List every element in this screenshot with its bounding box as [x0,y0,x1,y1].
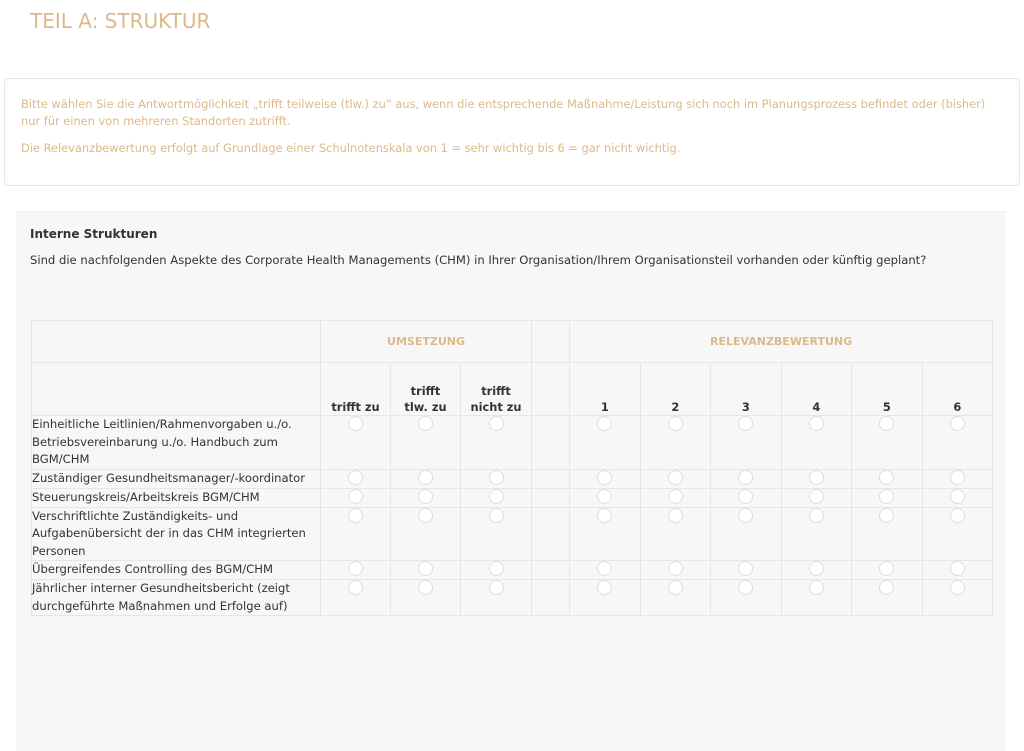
radio-relevanz-4[interactable] [809,508,824,523]
radio-umsetzung-2[interactable] [418,508,433,523]
radio-cell [461,469,532,488]
info-text-answer-option: Bitte wählen Sie die Antwortmöglichkeit „trifft teilweise (tlw.) zu“ aus, wenn die entsprechende Maßnahme/Leistung sich noch im Planungsprozess befindet oder (bisher) nur für einen von mehreren Standorten zutrifft. [21,97,986,128]
column-header-line1: trifft [410,384,441,398]
table-row [32,416,993,470]
radio-umsetzung-2[interactable] [418,580,433,595]
radio-cell [922,469,993,488]
radio-relevanz-6[interactable] [950,561,965,576]
radio-relevanz-6[interactable] [950,489,965,504]
radio-cell [711,488,782,507]
radio-relevanz-3[interactable] [738,489,753,504]
table-row [32,507,993,561]
group-header-relevanz: RELEVANZBEWERTUNG [570,321,993,363]
radio-cell [391,469,461,488]
row-label: Jährlicher interner Gesundheitsbericht (zeigt durchgeführte Maßnahmen und Erfolge auf) [32,580,321,616]
group-header-row [32,321,993,363]
column-header-relevanz-5: 5 [852,363,923,416]
radio-cell [570,507,641,561]
column-header-row [32,363,993,416]
radio-umsetzung-1[interactable] [348,470,363,485]
radio-relevanz-2[interactable] [668,416,683,431]
radio-umsetzung-2[interactable] [418,561,433,576]
spacer-cell [532,488,570,507]
radio-cell [852,507,923,561]
info-text-rating-scale: Die Relevanzbewertung erfolgt auf Grundlage einer Schulnotenskala von 1 = sehr wichtig bis 6 = gar nicht wichtig. [21,141,681,155]
column-header-umsetzung-1 [321,363,391,416]
radio-cell [321,561,391,580]
column-header-line2: nicht zu [470,400,522,414]
radio-umsetzung-1[interactable] [348,508,363,523]
section-title: Interne Strukturen [30,227,158,241]
radio-umsetzung-2[interactable] [418,416,433,431]
column-header-umsetzung-3 [461,363,532,416]
radio-cell [781,416,852,470]
radio-cell [711,561,782,580]
radio-cell [711,580,782,616]
radio-cell [640,416,711,470]
spacer-cell [532,580,570,616]
column-header-relevanz-6: 6 [922,363,993,416]
radio-cell [461,416,532,470]
column-header-line2: trifft zu [331,400,380,414]
radio-cell [391,580,461,616]
radio-relevanz-3[interactable] [738,470,753,485]
radio-relevanz-4[interactable] [809,580,824,595]
radio-relevanz-3[interactable] [738,508,753,523]
radio-cell [711,469,782,488]
radio-cell [922,488,993,507]
radio-cell [461,580,532,616]
radio-relevanz-3[interactable] [738,580,753,595]
radio-umsetzung-3[interactable] [489,508,504,523]
radio-relevanz-2[interactable] [668,508,683,523]
table-row [32,488,993,507]
table-row [32,561,993,580]
radio-cell [321,507,391,561]
row-label: Zuständiger Gesundheitsmanager/-koordinator [32,469,321,488]
radio-relevanz-6[interactable] [950,508,965,523]
column-header-relevanz-2: 2 [640,363,711,416]
radio-relevanz-2[interactable] [668,489,683,504]
radio-relevanz-1[interactable] [597,470,612,485]
radio-umsetzung-1[interactable] [348,561,363,576]
radio-cell [391,416,461,470]
column-header-line1: trifft [481,384,511,398]
radio-cell [711,507,782,561]
radio-relevanz-5[interactable] [879,470,894,485]
radio-cell [922,580,993,616]
column-header-line2: tlw. zu [404,400,447,414]
radio-relevanz-6[interactable] [950,470,965,485]
radio-cell [321,416,391,470]
spacer-cell [532,507,570,561]
radio-cell [781,488,852,507]
radio-relevanz-5[interactable] [879,489,894,504]
radio-cell [852,561,923,580]
radio-relevanz-2[interactable] [668,470,683,485]
info-card [4,78,1020,186]
radio-relevanz-5[interactable] [879,580,894,595]
column-header-relevanz-4: 4 [781,363,852,416]
radio-cell [640,580,711,616]
radio-relevanz-2[interactable] [668,580,683,595]
radio-relevanz-5[interactable] [879,416,894,431]
radio-umsetzung-3[interactable] [489,580,504,595]
radio-cell [852,488,923,507]
radio-cell [852,580,923,616]
radio-cell [391,507,461,561]
radio-umsetzung-1[interactable] [348,489,363,504]
header-spacer-cell [532,363,570,416]
radio-cell [321,580,391,616]
row-label: Einheitliche Leitlinien/Rahmenvorgaben u./o. Betriebsvereinbarung u./o. Handbuch zum BGM/CHM [32,416,321,470]
radio-relevanz-4[interactable] [809,489,824,504]
radio-cell [781,507,852,561]
row-label: Übergreifendes Controlling des BGM/CHM [32,561,321,580]
group-header-umsetzung: UMSETZUNG [321,321,532,363]
radio-relevanz-4[interactable] [809,561,824,576]
radio-cell [852,469,923,488]
header-empty-cell [32,363,321,416]
radio-relevanz-1[interactable] [597,561,612,576]
radio-cell [321,488,391,507]
radio-umsetzung-2[interactable] [418,489,433,504]
radio-cell [640,469,711,488]
header-empty-cell [32,321,321,363]
radio-cell [781,561,852,580]
radio-umsetzung-3[interactable] [489,561,504,576]
radio-umsetzung-1[interactable] [348,580,363,595]
radio-relevanz-2[interactable] [668,561,683,576]
section-question: Sind die nachfolgenden Aspekte des Corporate Health Managements (CHM) in Ihrer Organisation/Ihrem Organisationsteil vorhanden oder künftig geplant? [30,253,927,267]
radio-cell [922,416,993,470]
radio-cell [461,507,532,561]
radio-relevanz-6[interactable] [950,580,965,595]
radio-relevanz-1[interactable] [597,416,612,431]
spacer-cell [532,416,570,470]
spacer-cell [532,469,570,488]
radio-umsetzung-3[interactable] [489,416,504,431]
radio-cell [461,488,532,507]
column-header-relevanz-3: 3 [711,363,782,416]
page-title: TEIL A: STRUKTUR [30,9,211,33]
table-row [32,580,993,616]
radio-relevanz-3[interactable] [738,561,753,576]
radio-relevanz-6[interactable] [950,416,965,431]
radio-cell [781,469,852,488]
radio-cell [640,507,711,561]
radio-cell [922,561,993,580]
table-row [32,469,993,488]
radio-cell [391,488,461,507]
radio-cell [640,561,711,580]
header-spacer-cell [532,321,570,363]
row-label: Steuerungskreis/Arbeitskreis BGM/CHM [32,488,321,507]
radio-umsetzung-2[interactable] [418,470,433,485]
radio-cell [781,580,852,616]
spacer-cell [532,561,570,580]
radio-cell [461,561,532,580]
radio-cell [570,469,641,488]
radio-umsetzung-3[interactable] [489,489,504,504]
radio-cell [922,507,993,561]
radio-relevanz-4[interactable] [809,416,824,431]
radio-cell [570,580,641,616]
radio-relevanz-4[interactable] [809,470,824,485]
column-header-relevanz-1: 1 [570,363,641,416]
radio-cell [570,488,641,507]
radio-cell [321,469,391,488]
radio-relevanz-3[interactable] [738,416,753,431]
radio-cell [570,561,641,580]
column-header-umsetzung-2 [391,363,461,416]
radio-umsetzung-1[interactable] [348,416,363,431]
matrix-question-table [31,320,993,616]
question-panel [16,211,1006,751]
radio-cell [391,561,461,580]
radio-umsetzung-3[interactable] [489,470,504,485]
radio-relevanz-1[interactable] [597,508,612,523]
radio-cell [570,416,641,470]
matrix-body [32,416,993,616]
row-label: Verschriftlichte Zuständigkeits- und Aufgabenübersicht der in das CHM integrierten Personen [32,507,321,561]
radio-cell [640,488,711,507]
radio-relevanz-5[interactable] [879,508,894,523]
radio-relevanz-1[interactable] [597,489,612,504]
radio-relevanz-5[interactable] [879,561,894,576]
radio-cell [711,416,782,470]
radio-cell [852,416,923,470]
radio-relevanz-1[interactable] [597,580,612,595]
